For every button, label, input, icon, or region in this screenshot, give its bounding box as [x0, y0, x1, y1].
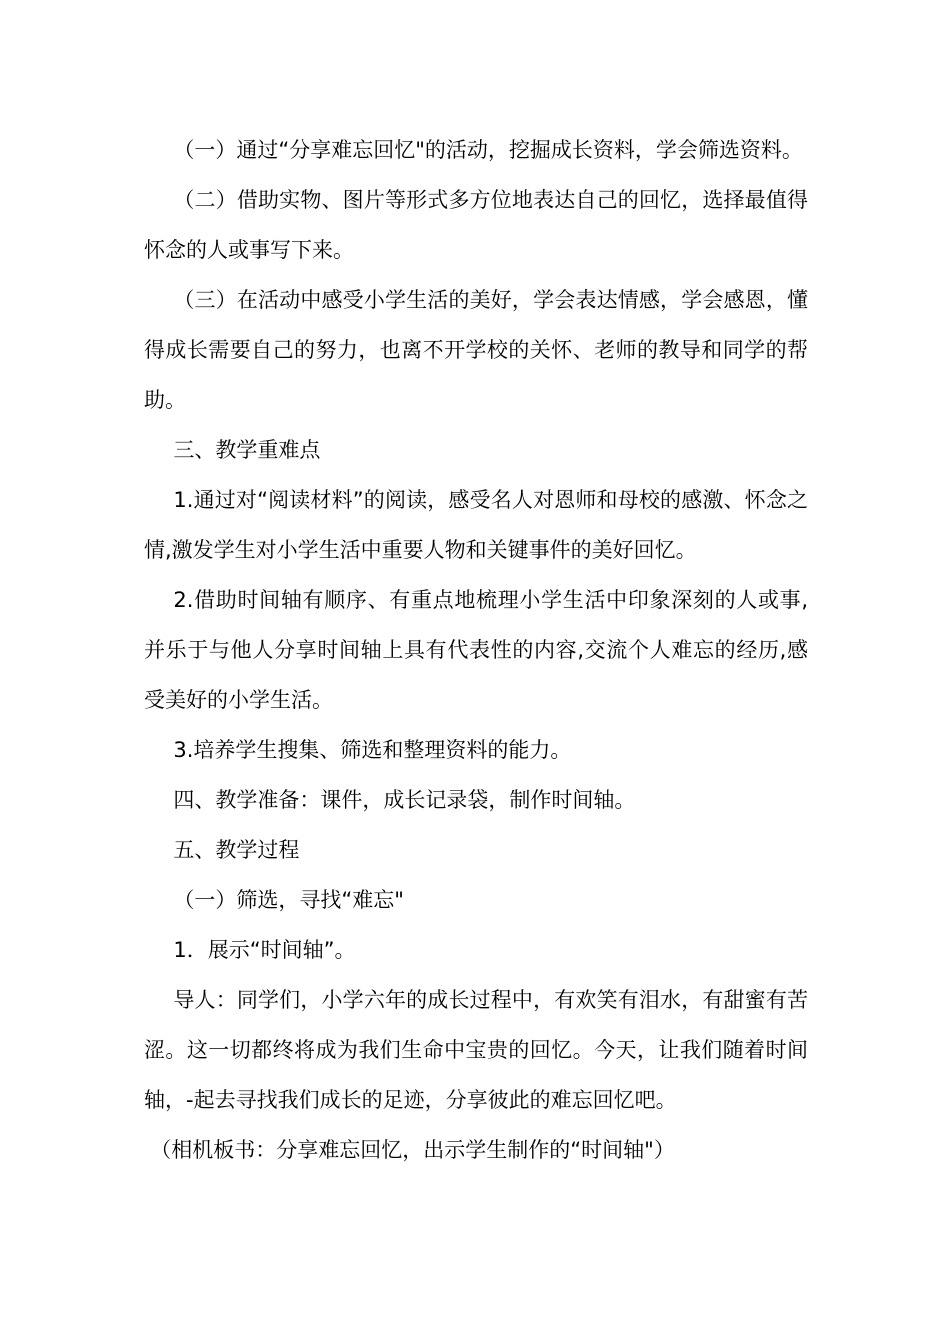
process-step-1-heading: （一）筛选，寻找“难忘"	[173, 888, 404, 912]
key-point-3-paragraph: 3.培养学生搜集、筛选和整理资料的能力。	[173, 738, 572, 762]
section-heading-process: 五、教学过程	[173, 838, 300, 862]
section-heading-preparation: 四、教学准备：课件，成长记录袋，制作时间轴。	[173, 788, 636, 812]
objective-2-paragraph: （二）借助实物、图片等形式多方位地表达自己的回忆，选择最值得怀念的人或事写下来。	[144, 188, 808, 262]
document-body	[144, 125, 808, 1175]
key-point-2-paragraph: 2.借助时间轴有顺序、有重点地梳理小学生活中印象深刻的人或事,并乐于与他人分享时间轴上具有代表性的内容,交流个人难忘的经历,感受美好的小学生活。	[144, 588, 808, 712]
key-point-1-paragraph: 1.通过对“阅读材料”的阅读，感受名人对恩师和母校的感激、怀念之情,激发学生对小学生活中重要人物和关键事件的美好回忆。	[144, 488, 808, 562]
introduction-paragraph: 导人：同学们，小学六年的成长过程中，有欢笑有泪水，有甜蜜有苦涩。这一切都终将成为我们生命中宝贵的回忆。今天，让我们随着时间轴，-起去寻找我们成长的足迹，分享彼此的难忘回忆吧。	[144, 988, 808, 1112]
section-heading-key-points: 三、教学重难点	[173, 438, 321, 462]
objective-1-paragraph: （一）通过“分享难忘回忆"的活动，挖掘成长资料，学会筛选资料。	[173, 138, 803, 162]
objective-3-paragraph: （三）在活动中感受小学生活的美好，学会表达情感，学会感恩，懂得成长需要自己的努力，也离不开学校的关怀、老师的教导和同学的帮助。	[144, 288, 808, 412]
process-substep-1-heading: 1．展示“时间轴”。	[173, 938, 356, 962]
board-note-paragraph: （相机板书：分享难忘回忆，出示学生制作的“时间轴"）	[150, 1138, 675, 1162]
